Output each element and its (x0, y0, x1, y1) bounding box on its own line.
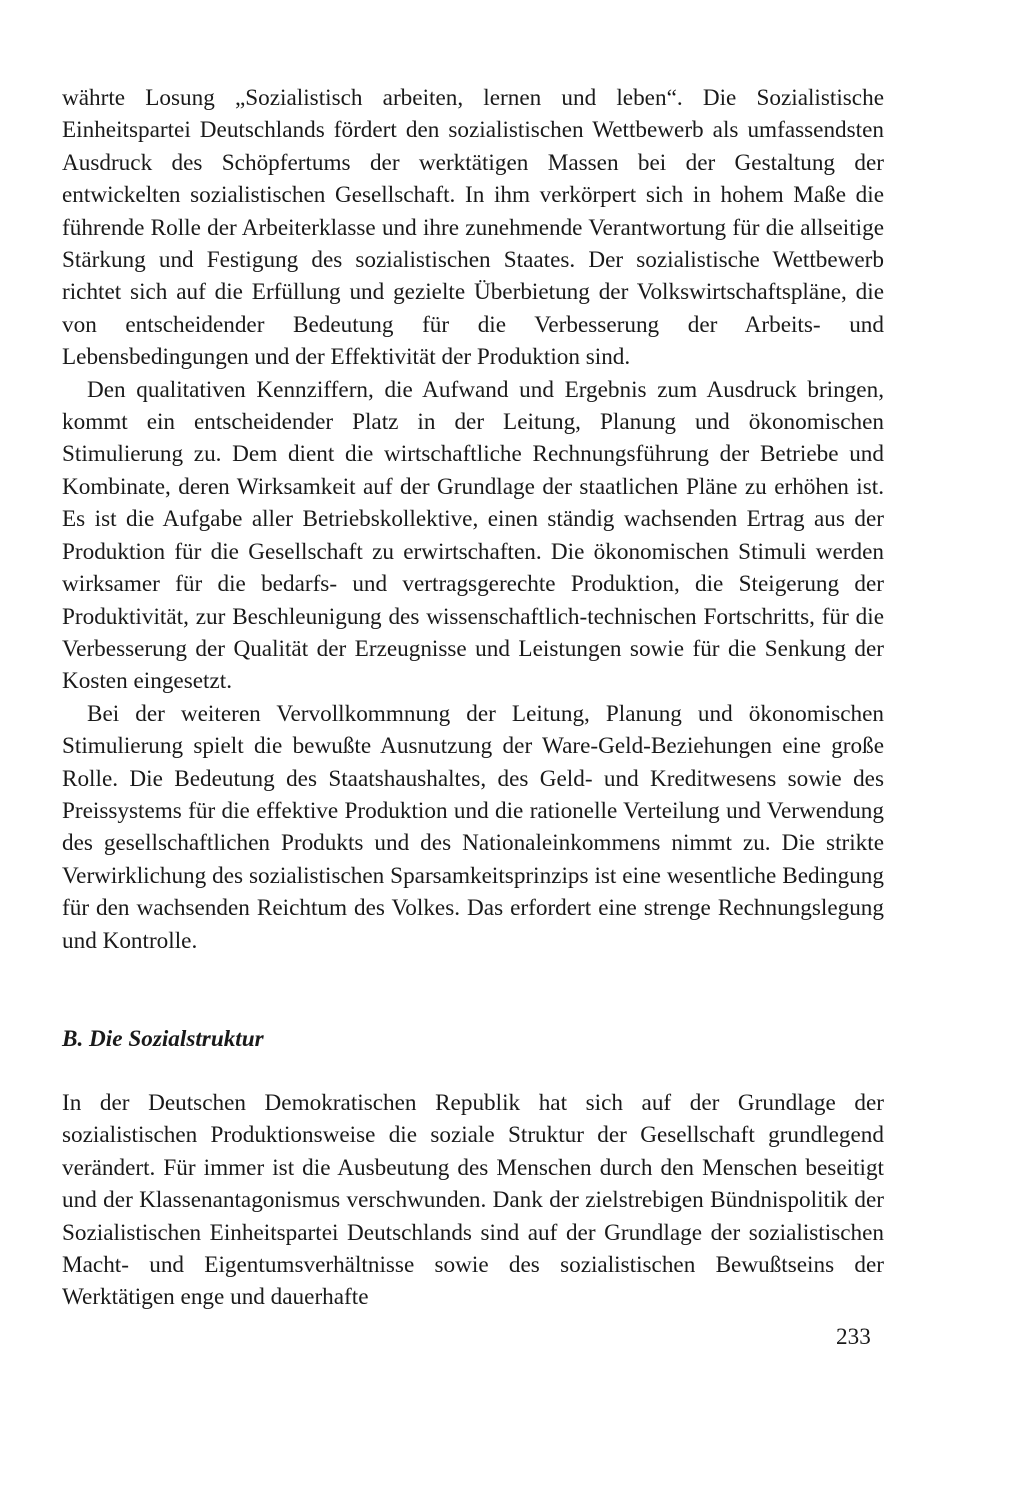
body-paragraph-1: währte Losung „Sozialistisch arbeiten, lernen und leben“. Die Sozialistische Einheitspartei Deutschlands fördert den sozialistischen Wettbewerb als umfassendsten Ausdruck des Schöpfertums der werktätigen Massen bei der Gestaltung der entwickelten sozialistischen Gesellschaft. In ihm verkörpert sich in hohem Maße die führende Rolle der Arbeiterklasse und ihre zunehmende Verantwortung für die allseitige Stärkung und Festigung des sozialistischen Staates. Der sozialistische Wettbewerb richtet sich auf die Erfüllung und gezielte Überbietung der Volkswirtschaftspläne, die von entscheidender Bedeutung für die Verbesserung der Arbeits- und Lebensbedingungen und der Effektivität der Produktion sind. (62, 85, 884, 371)
section-paragraph: In der Deutschen Demokratischen Republik hat sich auf der Grundlage der sozialistischen Produktionsweise die soziale Struktur der Gesellschaft grundlegend verändert. Für immer ist die Ausbeutung des Menschen durch den Menschen beseitigt und der Klassenantagonismus verschwunden. Dank der zielstrebigen Bündnispolitik der Sozialistischen Einheitspartei Deutschlands sind auf der Grundlage der sozialistischen Macht- und Eigentumsverhältnisse sowie des sozialistischen Bewußtseins der Werktätigen enge und dauerhafte (62, 1090, 884, 1311)
page-number: 233 (836, 1324, 871, 1350)
body-paragraph-3: Bei der weiteren Vervollkommnung der Leitung, Planung und ökonomischen Stimulierung spielt die bewußte Ausnutzung der Ware-Geld-Beziehungen eine große Rolle. Die Bedeutung des Staatshaushaltes, des Geld- und Kreditwesens sowie des Preissystems für die effektive Produktion und die rationelle Verteilung und Verwendung des gesellschaftlichen Produkts und des Nationaleinkommens nimmt zu. Die strikte Verwirklichung des sozialistischen Sparsamkeitsprinzips ist eine wesentliche Bedingung für den wachsenden Reichtum des Volkes. Das erfordert eine strenge Rechnungslegung und Kontrolle. (62, 700, 884, 954)
section-heading: B. Die Sozialstruktur (62, 1026, 264, 1052)
body-paragraph-2: Den qualitativen Kennziffern, die Aufwand und Ergebnis zum Ausdruck bringen, kommt ein entscheidender Platz in der Leitung, Planung und ökonomischen Stimulierung zu. Dem dient die wirtschaftliche Rechnungsführung der Betriebe und Kombinate, deren Wirksamkeit auf der Grundlage der staatlichen Pläne zu erhöhen ist. Es ist die Aufgabe aller Betriebskollektive, einen ständig wachsenden Ertrag aus der Produktion für die Gesellschaft zu erwirtschaften. Die ökonomischen Stimuli werden wirksamer für die bedarfs- und vertragsgerechte Produktion, die Steigerung der Produktivität, zur Beschleunigung des wissenschaftlich-technischen Fortschritts, für die Verbesserung der Qualität der Erzeugnisse und Leistungen sowie für die Senkung der Kosten eingesetzt. (62, 376, 884, 695)
page-body (62, 82, 884, 1311)
section-text (62, 1087, 884, 1314)
